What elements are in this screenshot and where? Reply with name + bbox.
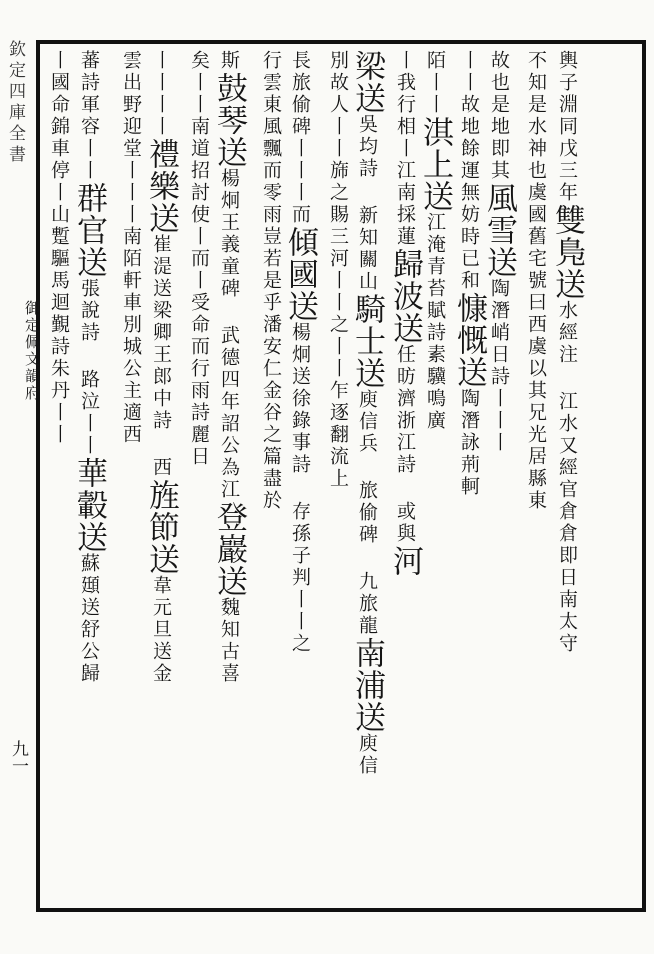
text-column: [549, 50, 585, 655]
text-run: 堂丨丨丨南陌軒車別: [120, 138, 142, 336]
text-column: [260, 50, 282, 512]
text-run: 江淹青苔賦: [424, 212, 446, 322]
text-run: 南道招討使丨而丨受命而行: [188, 116, 210, 380]
text-run: 城公主適西: [120, 336, 142, 446]
text-run: 韋元旦送金: [150, 575, 172, 685]
heading-run: 風雪送: [481, 182, 517, 278]
text-run: 行雲東風飄而零雨: [260, 50, 282, 226]
text-run: 故也是地即其: [488, 50, 510, 182]
text-column: [71, 50, 107, 685]
text-run: 任昉濟浙江詩 或與: [394, 344, 416, 545]
text-run: 丨山蹔驅馬迴: [48, 182, 70, 314]
text-run: 峭日詩丨丨丨: [488, 322, 510, 454]
text-column: [143, 50, 179, 685]
text-run: 輿子淵同戊三年: [556, 50, 578, 204]
text-run: 豈若是乎潘安仁金谷之篇盡於: [260, 226, 282, 512]
heading-run: 華轂送: [71, 457, 107, 553]
text-column: [481, 50, 517, 454]
text-column: [525, 50, 547, 512]
heading-run: 禮樂送: [143, 138, 179, 234]
text-run: 餘運無妨時已和: [458, 138, 480, 292]
text-column: [451, 50, 487, 498]
text-run: 雲出野迎: [120, 50, 142, 138]
text-column: [120, 50, 142, 446]
text-run: 丨丨丨丨: [150, 50, 172, 138]
text-run: 蕃詩軍容丨丨: [78, 50, 100, 182]
heading-run: 鼓琴送: [211, 72, 247, 168]
text-column: [417, 50, 453, 432]
heading-run: 群官送: [71, 182, 107, 278]
text-column: [327, 50, 349, 490]
top-border: [36, 40, 646, 44]
text-column: [387, 50, 423, 577]
text-run: 楊炯王義童碑 武德四年詔公為江: [218, 168, 240, 501]
heading-run: 傾國送: [282, 226, 318, 322]
right-border: [642, 40, 646, 912]
left-border: [36, 40, 40, 912]
heading-run: 登巖送: [211, 501, 247, 597]
side-label: 御定佩文韻府: [23, 300, 41, 402]
text-column: [188, 50, 210, 468]
text-column: [48, 50, 70, 446]
text-run: 丨丨故地: [458, 50, 480, 138]
heading-run: 歸波送: [387, 248, 423, 344]
text-run: 陶潛: [488, 278, 510, 322]
page-number: 九一: [8, 740, 28, 774]
text-run: 庾信兵 旅偷碑 九旅龍: [356, 389, 378, 637]
text-run: 水經注 江水又經官倉倉即日南太守: [556, 300, 578, 655]
heading-run: 旌節送: [143, 479, 179, 575]
text-run: 楊炯送徐錄事詩 存孫子判丨丨之: [289, 322, 311, 655]
text-run: 崔湜送梁卿王郎中詩 西: [150, 234, 172, 479]
heading-run: 河: [387, 545, 423, 577]
text-run: 吳均詩 新知關山: [356, 114, 378, 293]
heading-run: 騎士送: [349, 293, 385, 389]
text-run: 陶潛詠荊軻: [458, 388, 480, 498]
text-run: 乍逐翻流上: [327, 380, 349, 490]
heading-run: 雙鳬送: [549, 204, 585, 300]
bottom-border: [36, 908, 646, 912]
text-run: 別故人丨丨: [327, 50, 349, 160]
text-run: 雨詩麗日: [188, 380, 210, 468]
text-run: 矣丨丨: [188, 50, 210, 116]
text-run: 相丨江南採蓮: [394, 116, 416, 248]
text-run: 陌丨丨: [424, 50, 446, 116]
text-run: 不知是水神也: [525, 50, 547, 182]
heading-run: 梁送: [349, 50, 385, 114]
heading-run: 慷慨送: [451, 292, 487, 388]
text-run: 丨我行: [394, 50, 416, 116]
heading-run: 淇上送: [417, 116, 453, 212]
text-run: 旆之賜三河丨丨之丨丨: [327, 160, 349, 380]
side-tab: 欽定四庫全書: [5, 40, 25, 166]
text-run: 虞國舊宅號曰西虞以其兄光居縣東: [525, 182, 547, 512]
text-run: 斯: [218, 50, 240, 72]
text-run: 蘇頲送舒公歸: [78, 553, 100, 685]
text-column: [349, 50, 385, 777]
text-run: 魏知古喜: [218, 597, 240, 685]
text-column: [211, 50, 247, 685]
text-run: 覲詩朱丹丨丨: [48, 314, 70, 446]
text-run: 丨國命錦車停: [48, 50, 70, 182]
text-run: 長旅偷碑丨丨丨而: [289, 50, 311, 226]
text-column: [282, 50, 318, 655]
text-run: 庾信: [356, 733, 378, 777]
text-run: 詩素驥鳴廣: [424, 322, 446, 432]
heading-run: 南浦送: [349, 637, 385, 733]
text-run: 張說詩 路泣丨丨: [78, 278, 100, 457]
